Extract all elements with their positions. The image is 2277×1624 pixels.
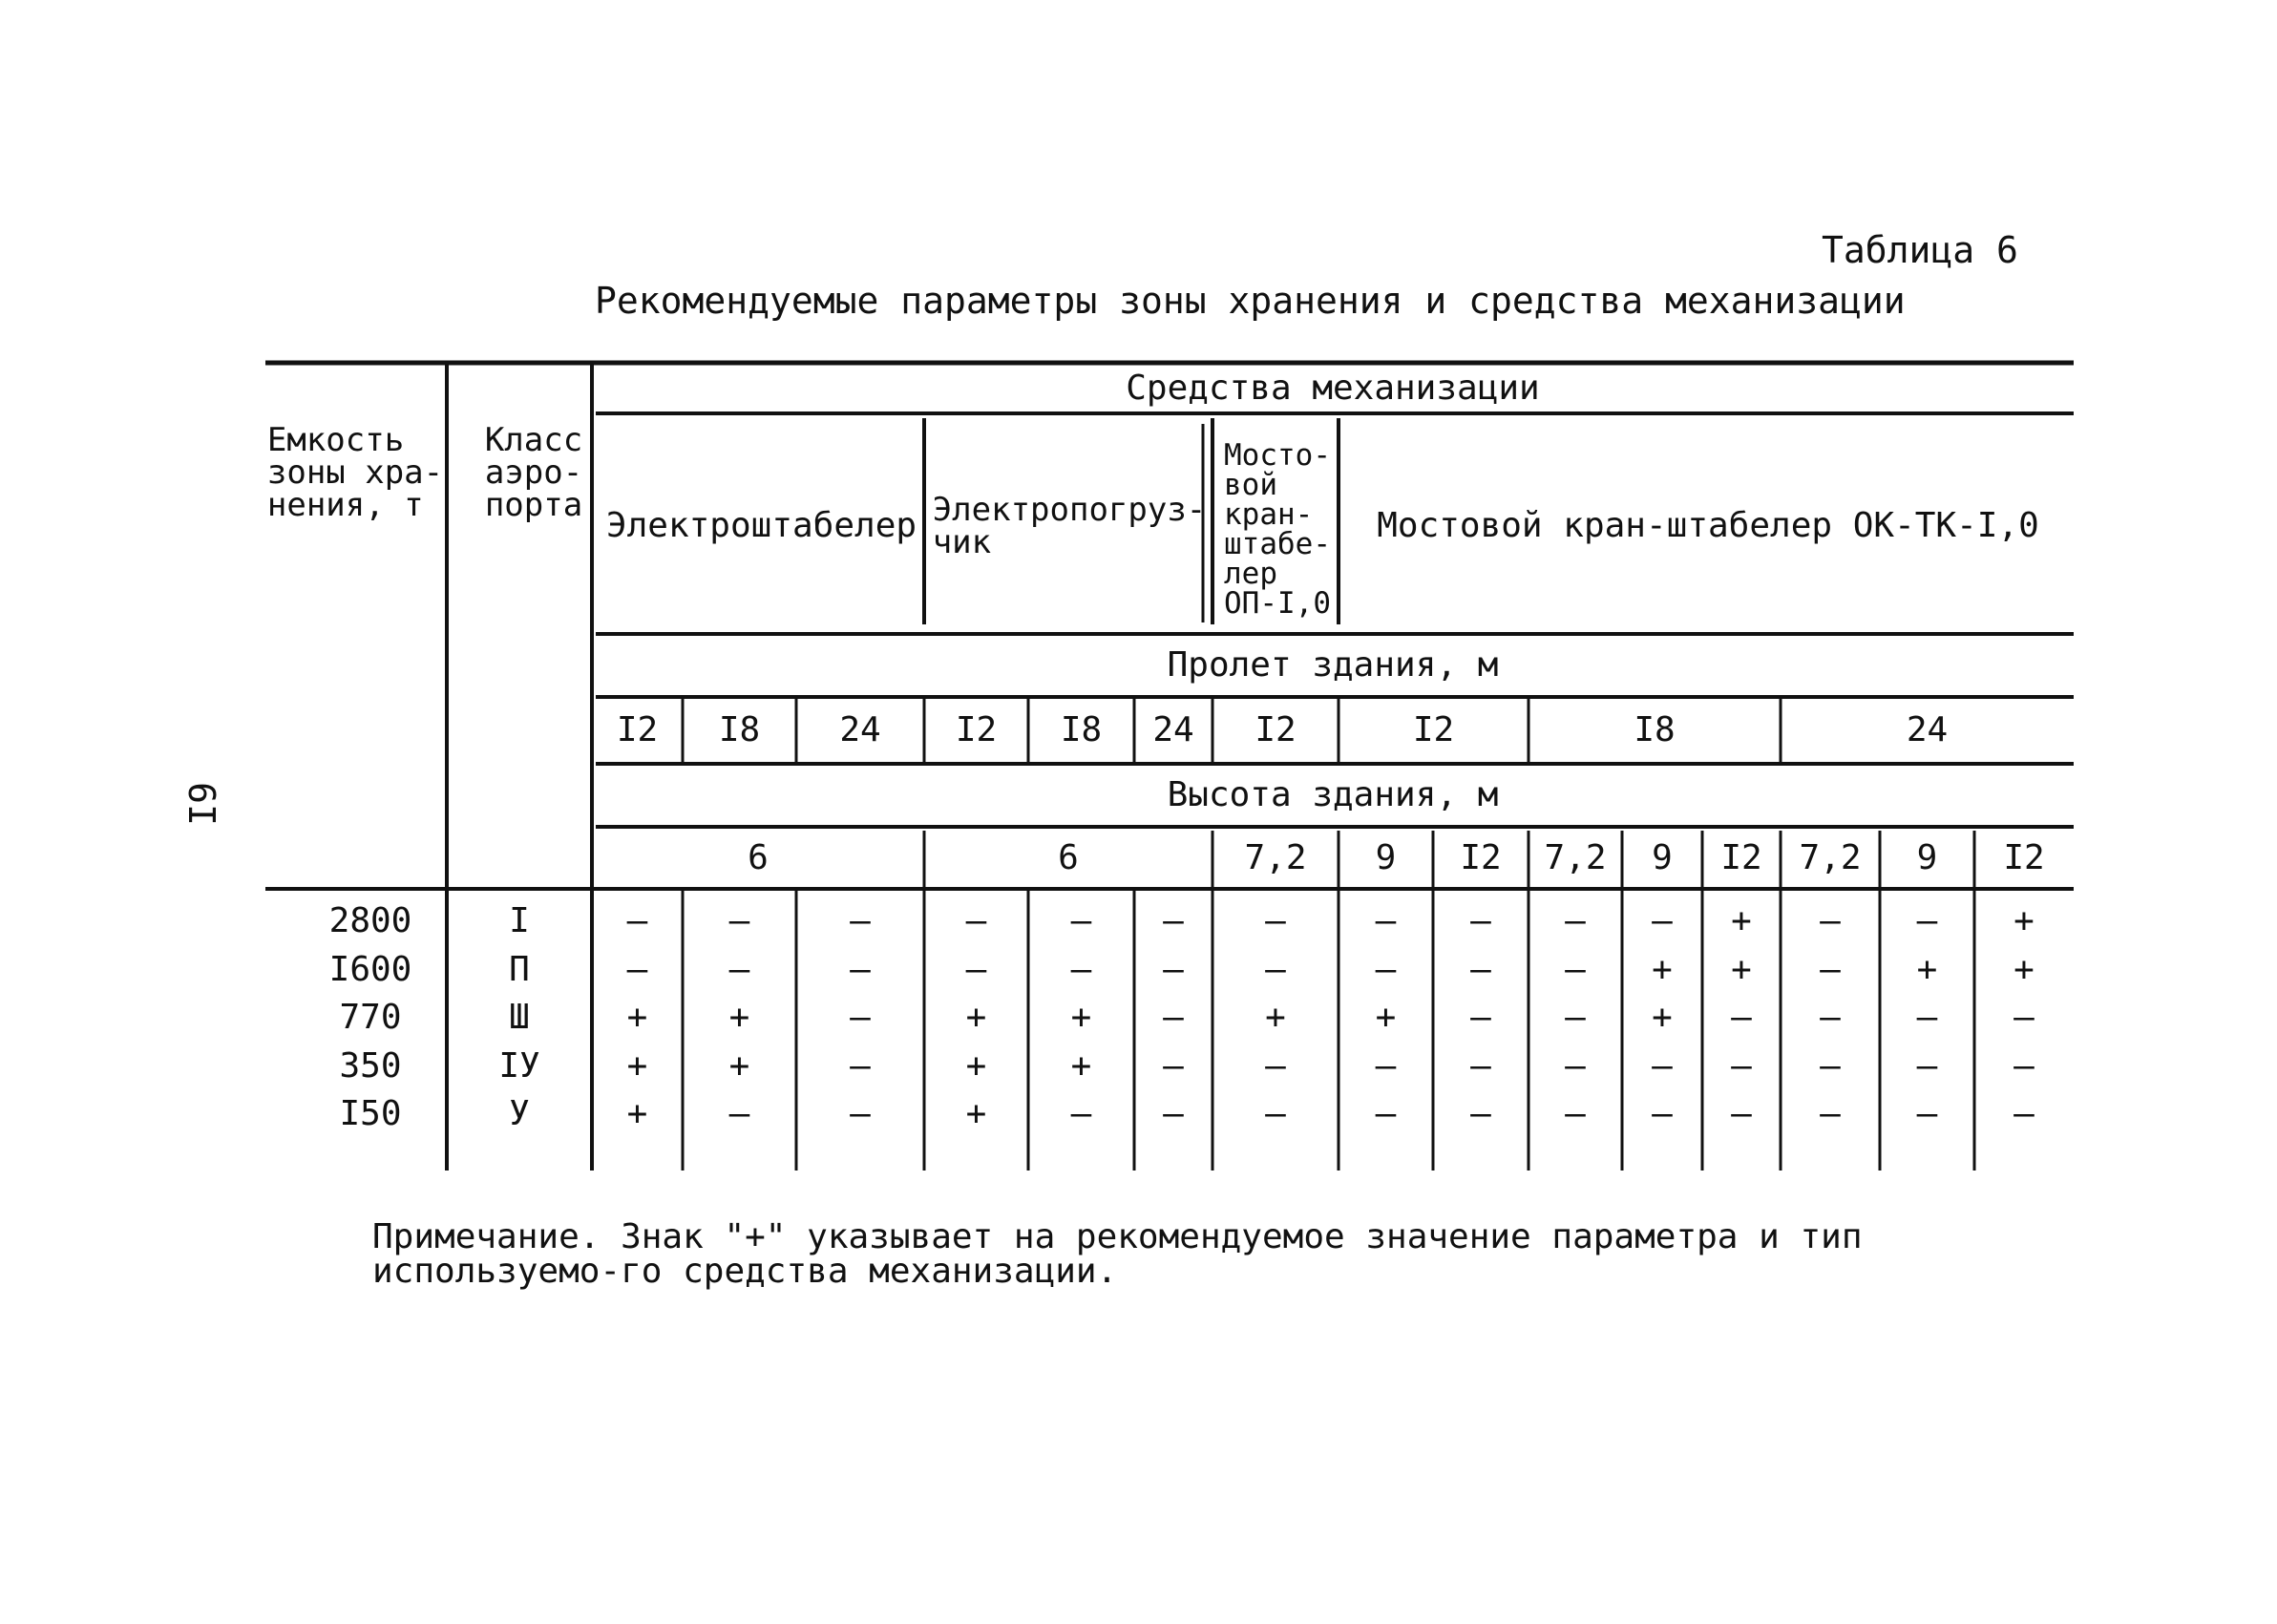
recommendation-mark: –	[1163, 998, 1184, 1038]
recommendation-mark: –	[1565, 901, 1586, 941]
recommendation-mark: +	[2013, 949, 2035, 989]
recommendation-mark: –	[850, 949, 871, 989]
recommendation-mark: –	[1265, 1094, 1286, 1134]
recommendation-mark: –	[1565, 998, 1586, 1038]
recommendation-mark: +	[728, 1045, 750, 1086]
span-value: I8	[718, 710, 761, 749]
recommendation-mark: –	[1265, 949, 1286, 989]
recommendation-mark: –	[728, 901, 750, 941]
recommendation-mark: +	[965, 1045, 987, 1086]
recommendation-mark: +	[626, 1045, 648, 1086]
capacity-value: 770	[339, 998, 402, 1038]
recommendation-mark: –	[1820, 1045, 1841, 1086]
recommendation-mark: –	[1470, 998, 1491, 1038]
recommendation-mark: –	[626, 901, 648, 941]
recommendation-mark: –	[1916, 1094, 1938, 1134]
parameters-table	[265, 359, 2074, 1171]
recommendation-mark: –	[1375, 901, 1397, 941]
recommendation-mark: –	[626, 949, 648, 989]
recommendation-mark: –	[728, 1094, 750, 1134]
height-value: 9	[1652, 837, 1673, 877]
span-value: 24	[1906, 710, 1949, 749]
recommendation-mark: –	[1652, 901, 1673, 941]
airport-class-value: Ш	[509, 998, 530, 1038]
recommendation-mark: –	[850, 901, 871, 941]
recommendation-mark: –	[1820, 998, 1841, 1038]
airport-class-value: I	[509, 901, 530, 941]
span-value: I2	[1412, 710, 1455, 749]
recommendation-mark: +	[1265, 998, 1286, 1038]
recommendation-mark: +	[1070, 1045, 1092, 1086]
table-note: Примечание. Знак "+" указывает на рекомендуемое значение параметра и тип используемо-го средства механизации.	[372, 1217, 1863, 1291]
recommendation-mark: –	[728, 949, 750, 989]
equipment-electro-stacker: Электроштабелер	[605, 506, 917, 545]
recommendation-mark: –	[2013, 1045, 2035, 1086]
span-value: 24	[1152, 710, 1194, 749]
span-value: I2	[955, 710, 998, 749]
equipment-bridge-crane-ok: Мостовой кран-штабелер ОК-ТК-I,0	[1377, 506, 2039, 545]
capacity-value: I600	[328, 949, 412, 989]
recommendation-mark: –	[1916, 901, 1938, 941]
equipment-electro-loader: Электропогруз- чик	[932, 491, 1207, 561]
recommendation-mark: +	[1375, 998, 1397, 1038]
recommendation-mark: –	[1565, 1045, 1586, 1086]
recommendation-mark: –	[1375, 1094, 1397, 1134]
recommendation-mark: –	[1916, 998, 1938, 1038]
recommendation-mark: –	[1265, 901, 1286, 941]
height-value: 6	[1058, 837, 1079, 877]
recommendation-mark: +	[626, 998, 648, 1038]
recommendation-mark: –	[1265, 1045, 1286, 1086]
recommendation-mark: +	[1070, 998, 1092, 1038]
height-value: 7,2	[1799, 837, 1862, 877]
recommendation-mark: +	[728, 998, 750, 1038]
capacity-value: 350	[339, 1045, 402, 1086]
span-value: I2	[1254, 710, 1297, 749]
airport-class-value: IУ	[498, 1045, 540, 1086]
span-value: 24	[839, 710, 881, 749]
recommendation-mark: –	[1820, 949, 1841, 989]
recommendation-mark: +	[965, 1094, 987, 1134]
capacity-value: I50	[339, 1094, 402, 1134]
height-value: I2	[1460, 837, 1502, 877]
recommendation-mark: –	[1375, 949, 1397, 989]
recommendation-mark: –	[1070, 949, 1092, 989]
mechanization-header: Средства механизации	[1126, 368, 1540, 408]
height-value: 9	[1916, 837, 1938, 877]
recommendation-mark: –	[1163, 901, 1184, 941]
height-label: Высота здания, м	[1167, 775, 1499, 814]
equipment-bridge-crane-op: Мосто- вой кран- штабе- лер ОП-I,0	[1224, 438, 1331, 621]
recommendation-mark: –	[1375, 1045, 1397, 1086]
height-value: 6	[748, 837, 769, 877]
span-value: I8	[1060, 710, 1103, 749]
recommendation-mark: –	[1163, 949, 1184, 989]
recommendation-mark: –	[1820, 901, 1841, 941]
recommendation-mark: –	[1470, 901, 1491, 941]
recommendation-mark: –	[1731, 998, 1752, 1038]
recommendation-mark: +	[1731, 901, 1752, 941]
recommendation-mark: –	[850, 1094, 871, 1134]
height-value: I2	[1720, 837, 1762, 877]
recommendation-mark: +	[626, 1094, 648, 1134]
recommendation-mark: –	[1565, 1094, 1586, 1134]
recommendation-mark: –	[1565, 949, 1586, 989]
airport-class-value: У	[509, 1094, 530, 1134]
capacity-header: Емкость зоны хра- нения, т	[266, 421, 444, 524]
height-value: 7,2	[1544, 837, 1607, 877]
recommendation-mark: –	[2013, 1094, 2035, 1134]
recommendation-mark: +	[2013, 901, 2035, 941]
page-number: 6I	[179, 782, 222, 826]
span-value: I2	[616, 710, 659, 749]
recommendation-mark: –	[1470, 949, 1491, 989]
recommendation-mark: –	[1470, 1045, 1491, 1086]
recommendation-mark: –	[965, 901, 987, 941]
recommendation-mark: –	[850, 1045, 871, 1086]
recommendation-mark: +	[1731, 949, 1752, 989]
recommendation-mark: –	[850, 998, 871, 1038]
recommendation-mark: –	[1652, 1094, 1673, 1134]
recommendation-mark: –	[1163, 1045, 1184, 1086]
span-label: Пролет здания, м	[1167, 645, 1499, 685]
recommendation-mark: –	[1820, 1094, 1841, 1134]
recommendation-mark: –	[1916, 1045, 1938, 1086]
recommendation-mark: +	[965, 998, 987, 1038]
recommendation-mark: –	[1470, 1094, 1491, 1134]
capacity-value: 2800	[328, 901, 412, 941]
recommendation-mark: –	[1070, 901, 1092, 941]
recommendation-mark: –	[1070, 1094, 1092, 1134]
height-value: 9	[1375, 837, 1397, 877]
recommendation-mark: –	[2013, 998, 2035, 1038]
recommendation-mark: –	[965, 949, 987, 989]
airport-class-value: П	[509, 949, 530, 989]
recommendation-mark: –	[1163, 1094, 1184, 1134]
recommendation-mark: +	[1652, 949, 1673, 989]
span-value: I8	[1634, 710, 1676, 749]
table-title: Рекомендуемые параметры зоны хранения и средства механизации	[595, 280, 1906, 322]
table-label: Таблица 6	[1822, 229, 2018, 271]
height-value: 7,2	[1244, 837, 1307, 877]
height-value: I2	[2003, 837, 2045, 877]
recommendation-mark: +	[1652, 998, 1673, 1038]
recommendation-mark: –	[1731, 1094, 1752, 1134]
recommendation-mark: –	[1731, 1045, 1752, 1086]
recommendation-mark: +	[1916, 949, 1938, 989]
airport-class-header: Класс аэро- порта	[484, 421, 583, 524]
recommendation-mark: –	[1652, 1045, 1673, 1086]
